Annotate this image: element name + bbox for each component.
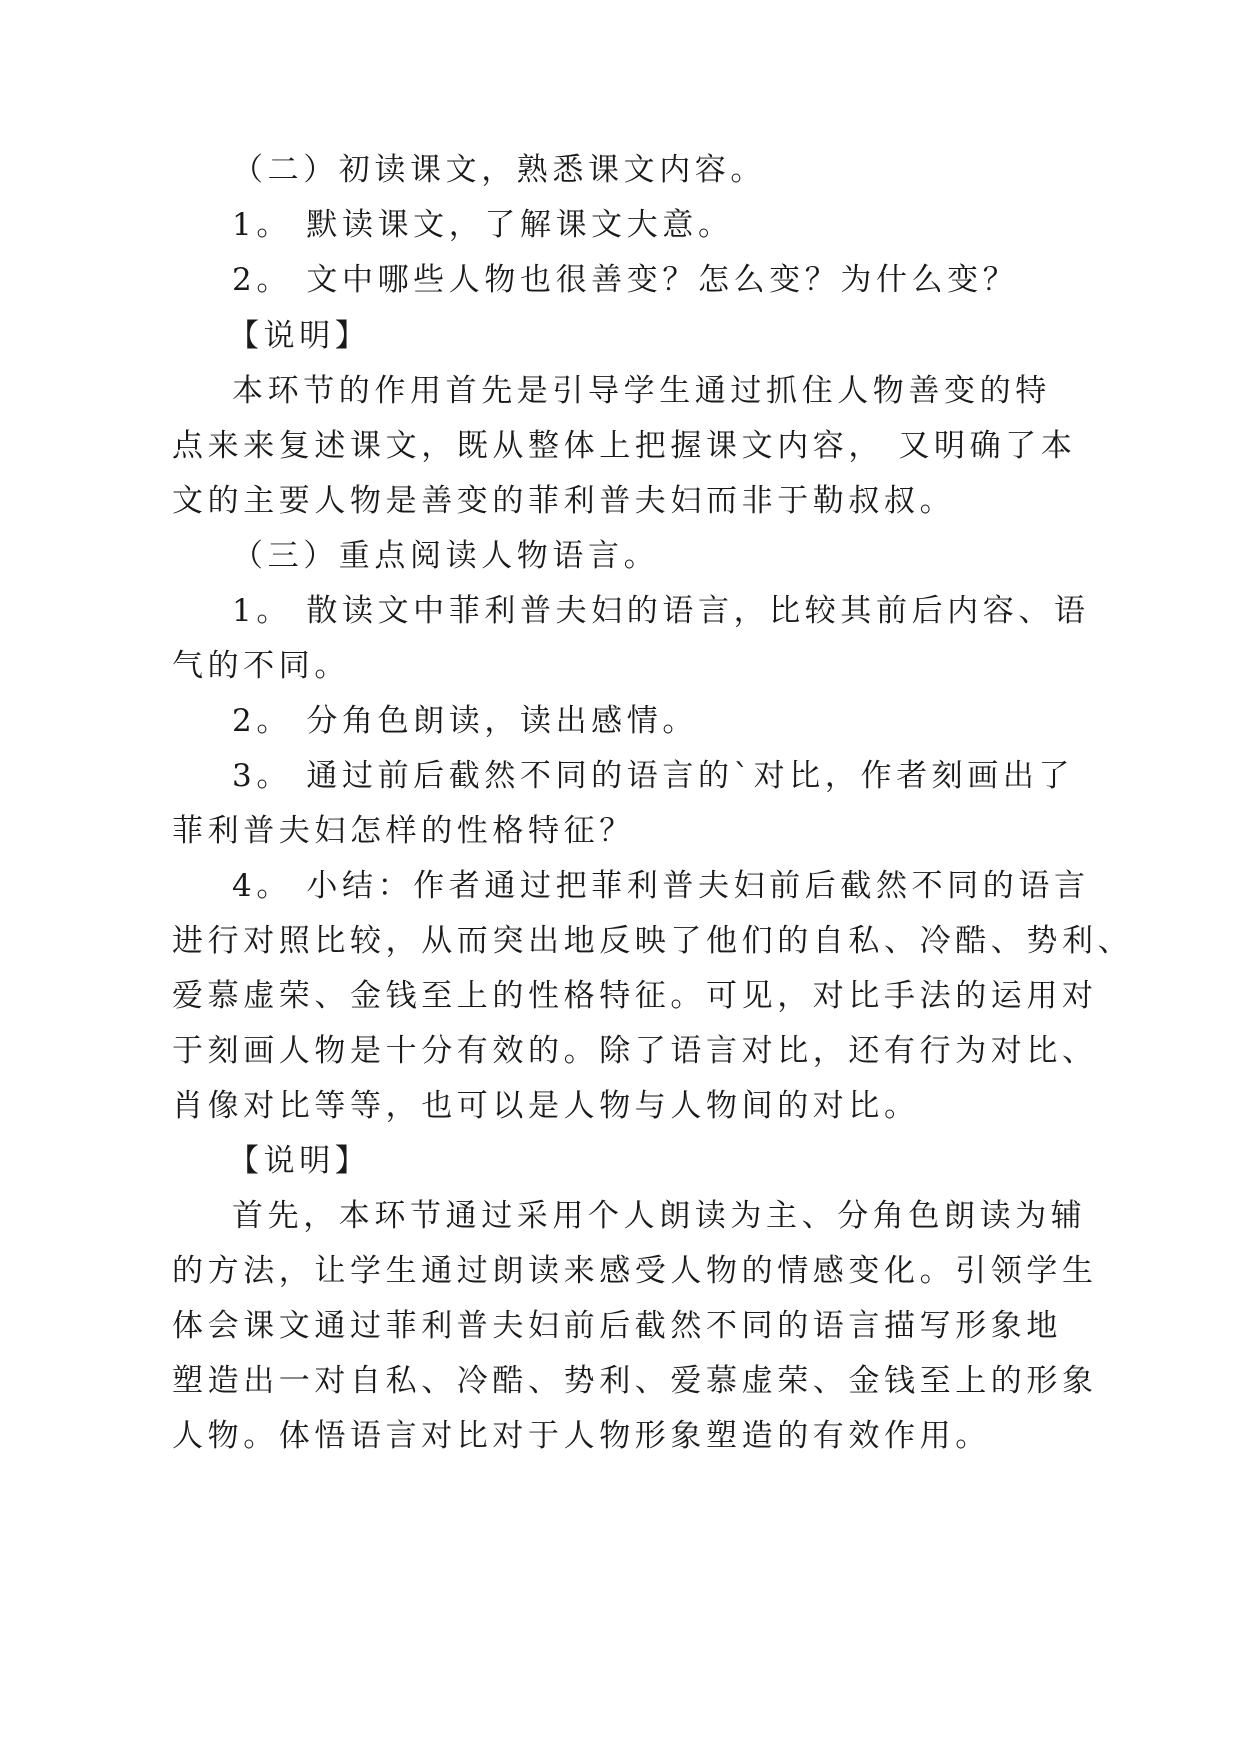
section-heading-3: （三）重点阅读人物语言。: [232, 538, 660, 574]
paragraph-line: 本环节的作用首先是引导学生通过抓住人物善变的特: [232, 373, 1051, 409]
paragraph-line: 的方法，让学生通过朗读来感受人物的情感变化。引领学生: [172, 1253, 1098, 1289]
paragraph-line: 人物。体悟语言对比对于人物形象塑造的有效作用。: [172, 1418, 991, 1454]
paragraph-line: 塑造出一对自私、冷酷、势利、爱慕虚荣、金钱至上的形象: [172, 1363, 1098, 1399]
paragraph-line: 体会课文通过菲利普夫妇前后截然不同的语言描写形象地: [172, 1308, 1062, 1344]
paragraph-line: 点来来复述课文，既从整体上把握课文内容， 又明确了本: [172, 428, 1077, 464]
list-item: 1。 默读课文，了解课文大意。: [232, 207, 734, 243]
paragraph-line: 文的主要人物是善变的菲利普夫妇而非于勒叔叔。: [172, 483, 956, 519]
section-heading-2: （二）初读课文，熟悉课文内容。: [232, 152, 766, 188]
list-item: 1。 散读文中菲利普夫妇的语言，比较其前后内容、语: [232, 593, 1090, 629]
note-label: 【说明】: [228, 318, 371, 354]
list-item-continuation: 肖像对比等等，也可以是人物与人物间的对比。: [172, 1088, 920, 1124]
list-item-continuation: 菲利普夫妇怎样的性格特征？: [172, 813, 635, 849]
list-item-continuation: 于刻画人物是十分有效的。除了语言对比，还有行为对比、: [172, 1033, 1098, 1069]
list-item-continuation: 爱慕虚荣、金钱至上的性格特征。可见，对比手法的运用对: [172, 978, 1098, 1014]
list-item: 2。 文中哪些人物也很善变？怎么变？为什么变？: [232, 262, 1019, 298]
list-item: 4。 小结：作者通过把菲利普夫妇前后截然不同的语言: [232, 868, 1090, 904]
paragraph-line: 首先，本环节通过采用个人朗读为主、分角色朗读为辅: [232, 1198, 1087, 1234]
note-label: 【说明】: [228, 1143, 371, 1179]
list-item: 3。 通过前后截然不同的语言的`对比，作者刻画出了: [232, 758, 1075, 794]
list-item-continuation: 气的不同。: [172, 648, 350, 684]
list-item: 2。 分角色朗读，读出感情。: [232, 703, 698, 739]
list-item-continuation: 进行对照比较，从而突出地反映了他们的自私、冷酷、势利、: [172, 923, 1134, 959]
